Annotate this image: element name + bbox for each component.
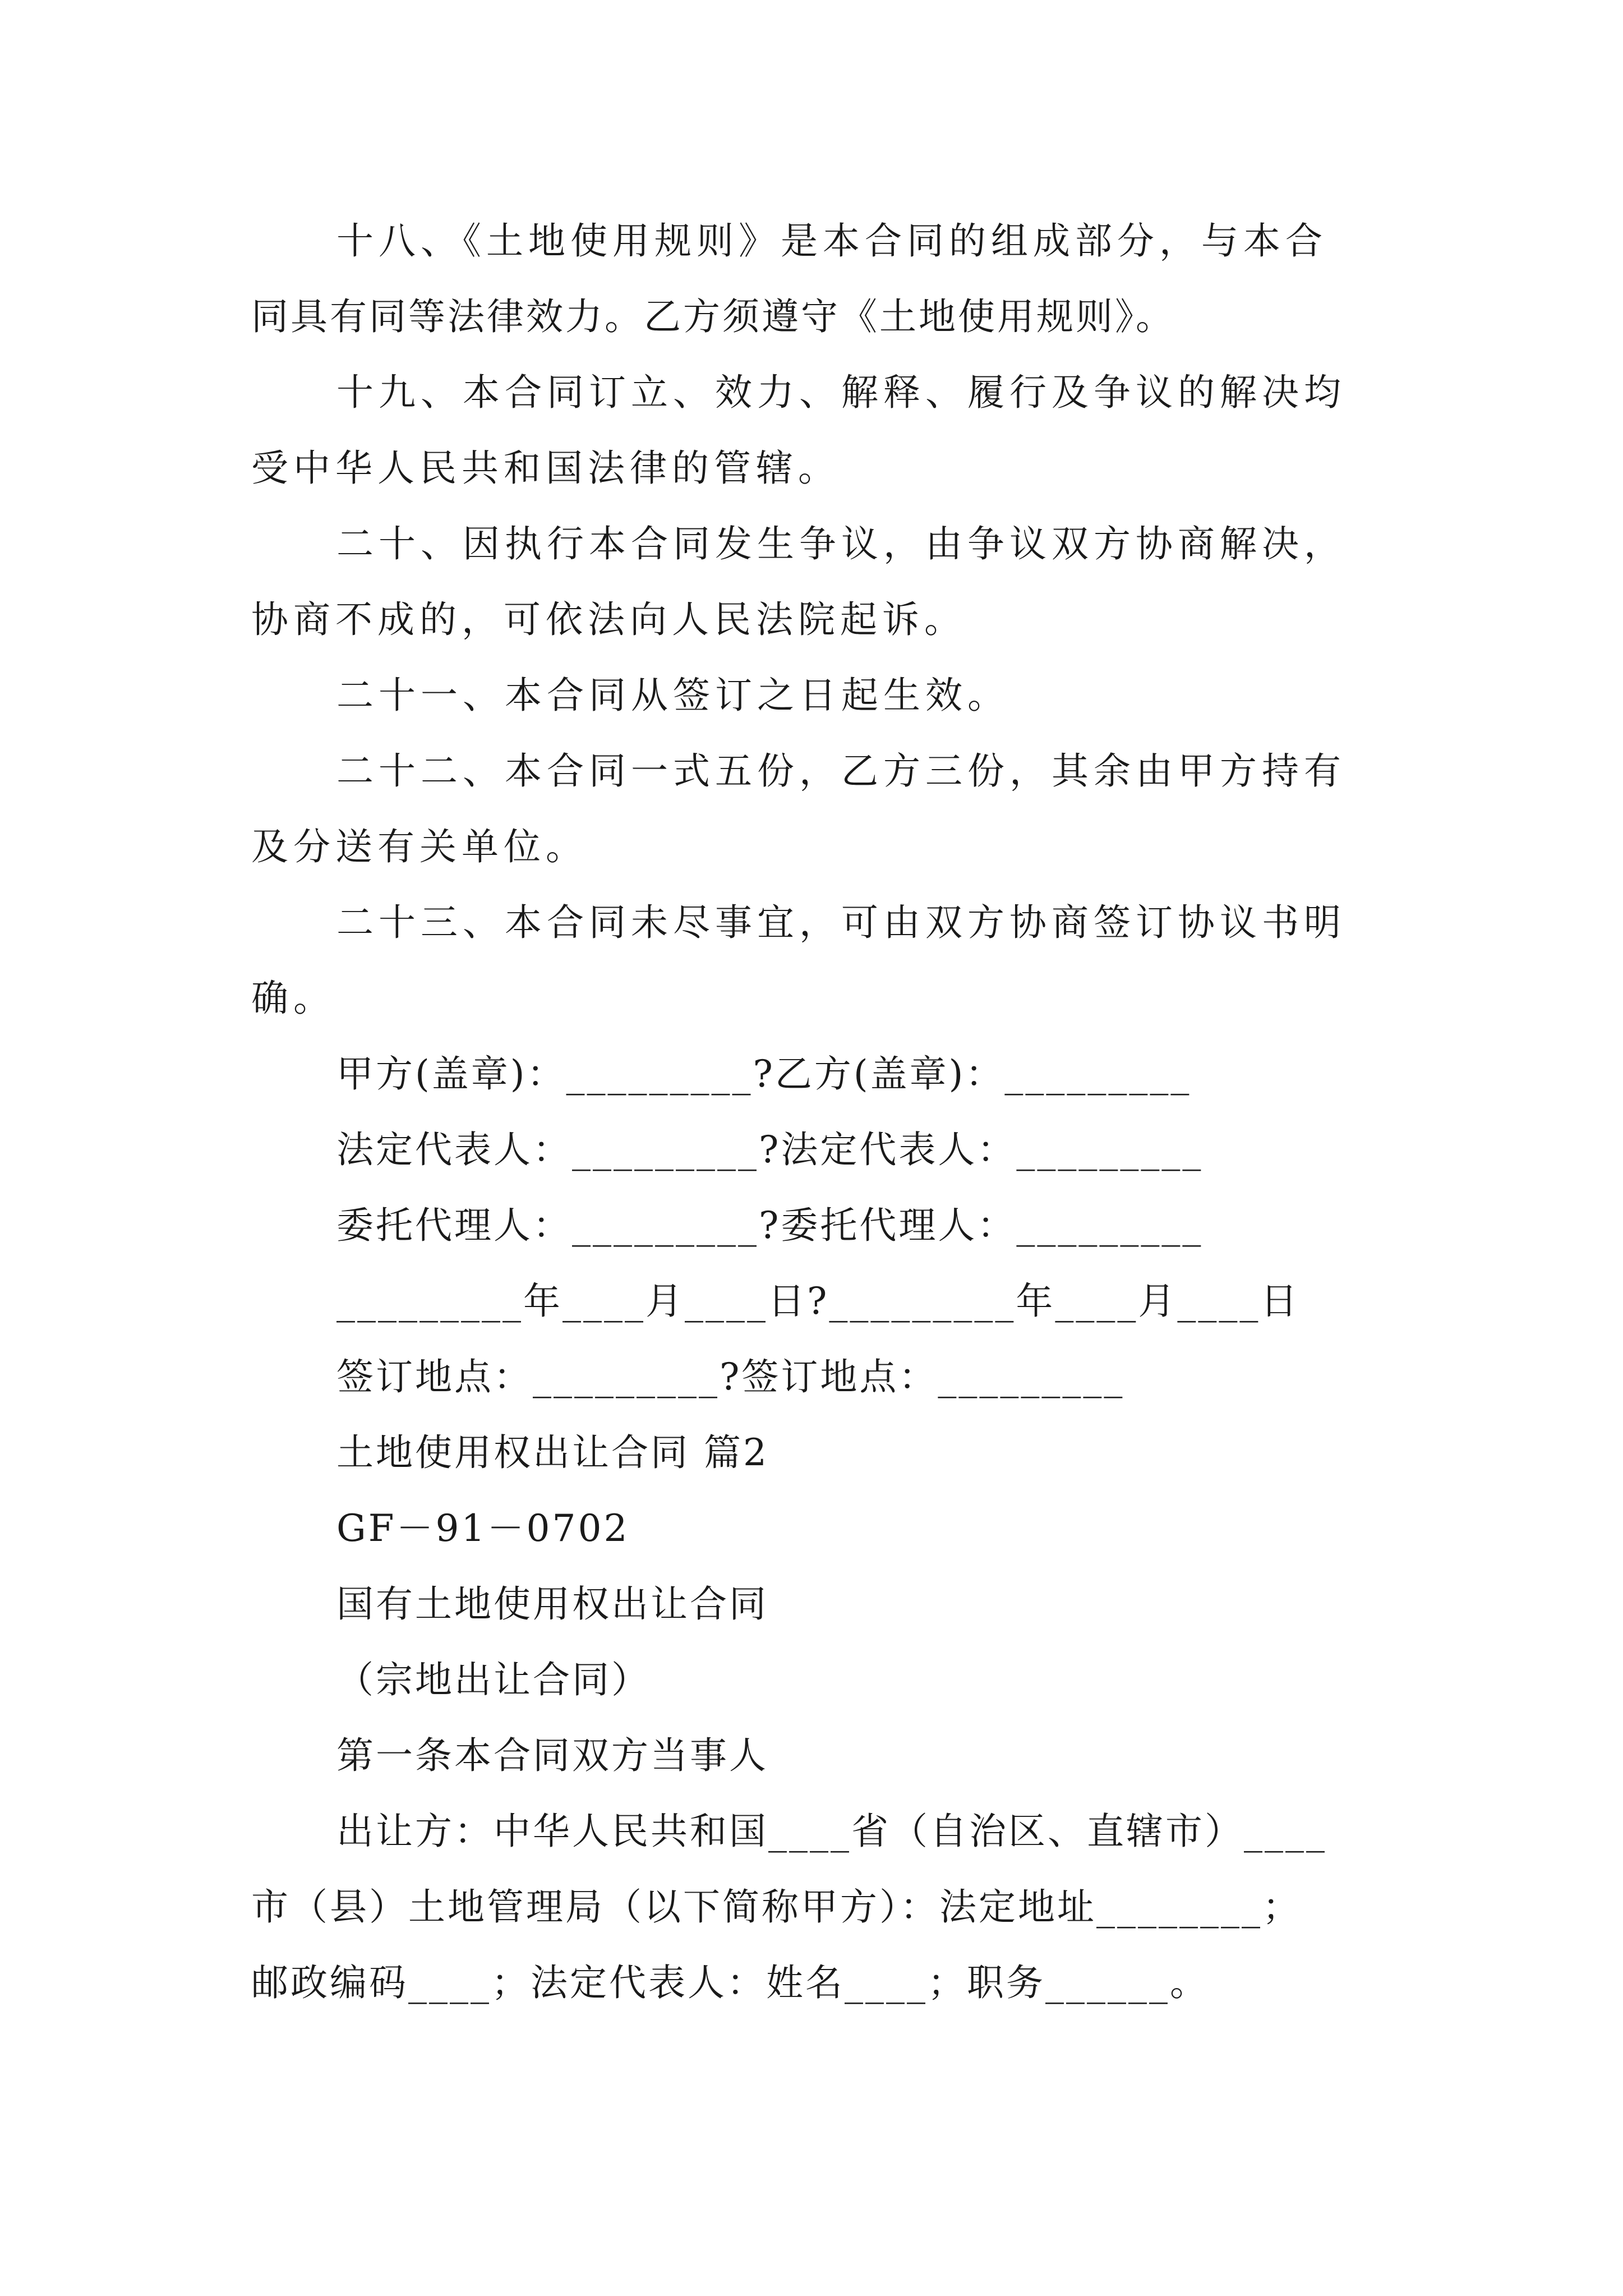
contract-title: 国有土地使用权出让合同 [336, 1582, 768, 1626]
article-22-line-2: 及分送有关单位。 [251, 825, 588, 868]
contract-subtitle: （宗地出让合同） [336, 1658, 651, 1701]
article-19-line-2: 受中华人民共和国法律的管辖。 [251, 447, 840, 490]
signature-seal-line: 甲方(盖章)：_________?乙方(盖章)：_________ [336, 1052, 1192, 1096]
article-23-line-2: 确。 [251, 977, 335, 1020]
article-23-line-1: 二十三、本合同未尽事宜，可由双方协商签订协议书明 [336, 901, 1346, 944]
article-20-line-2: 协商不成的，可依法向人民法院起诉。 [251, 598, 966, 641]
signature-date-line: _________年____月____日?_________年____月____日 [336, 1280, 1300, 1323]
article-18-line-2: 同具有同等法律效力。乙方须遵守《土地使用规则》。 [251, 295, 1175, 338]
article-20-line-1: 二十、因执行本合同发生争议，由争议双方协商解决， [336, 522, 1346, 565]
article-21-line-1: 二十一、本合同从签订之日起生效。 [336, 674, 1009, 717]
grantor-line-1: 出让方：中华人民共和国____省（自治区、直辖市）____ [336, 1810, 1327, 1853]
signature-place-line: 签订地点：_________?签订地点：_________ [336, 1355, 1125, 1398]
article-1-heading: 第一条本合同双方当事人 [336, 1734, 768, 1777]
section-2-heading: 土地使用权出让合同 篇2 [336, 1431, 769, 1474]
document-code: GF－91－0702 [336, 1507, 630, 1550]
article-22-line-1: 二十二、本合同一式五份，乙方三份，其余由甲方持有 [336, 749, 1346, 793]
grantor-line-3: 邮政编码____；法定代表人：姓名____；职务______。 [251, 1961, 1209, 2004]
article-19-line-1: 十九、本合同订立、效力、解释、履行及争议的解决均 [336, 371, 1346, 414]
grantor-line-2: 市（县）土地管理局（以下简称甲方）：法定地址________； [251, 1885, 1302, 1929]
signature-agent-line: 委托代理人：_________?委托代理人：_________ [336, 1204, 1204, 1247]
article-18-line-1: 十八、《土地使用规则》是本合同的组成部分，与本合 [336, 219, 1327, 263]
signature-representative-line: 法定代表人：_________?法定代表人：_________ [336, 1128, 1204, 1171]
